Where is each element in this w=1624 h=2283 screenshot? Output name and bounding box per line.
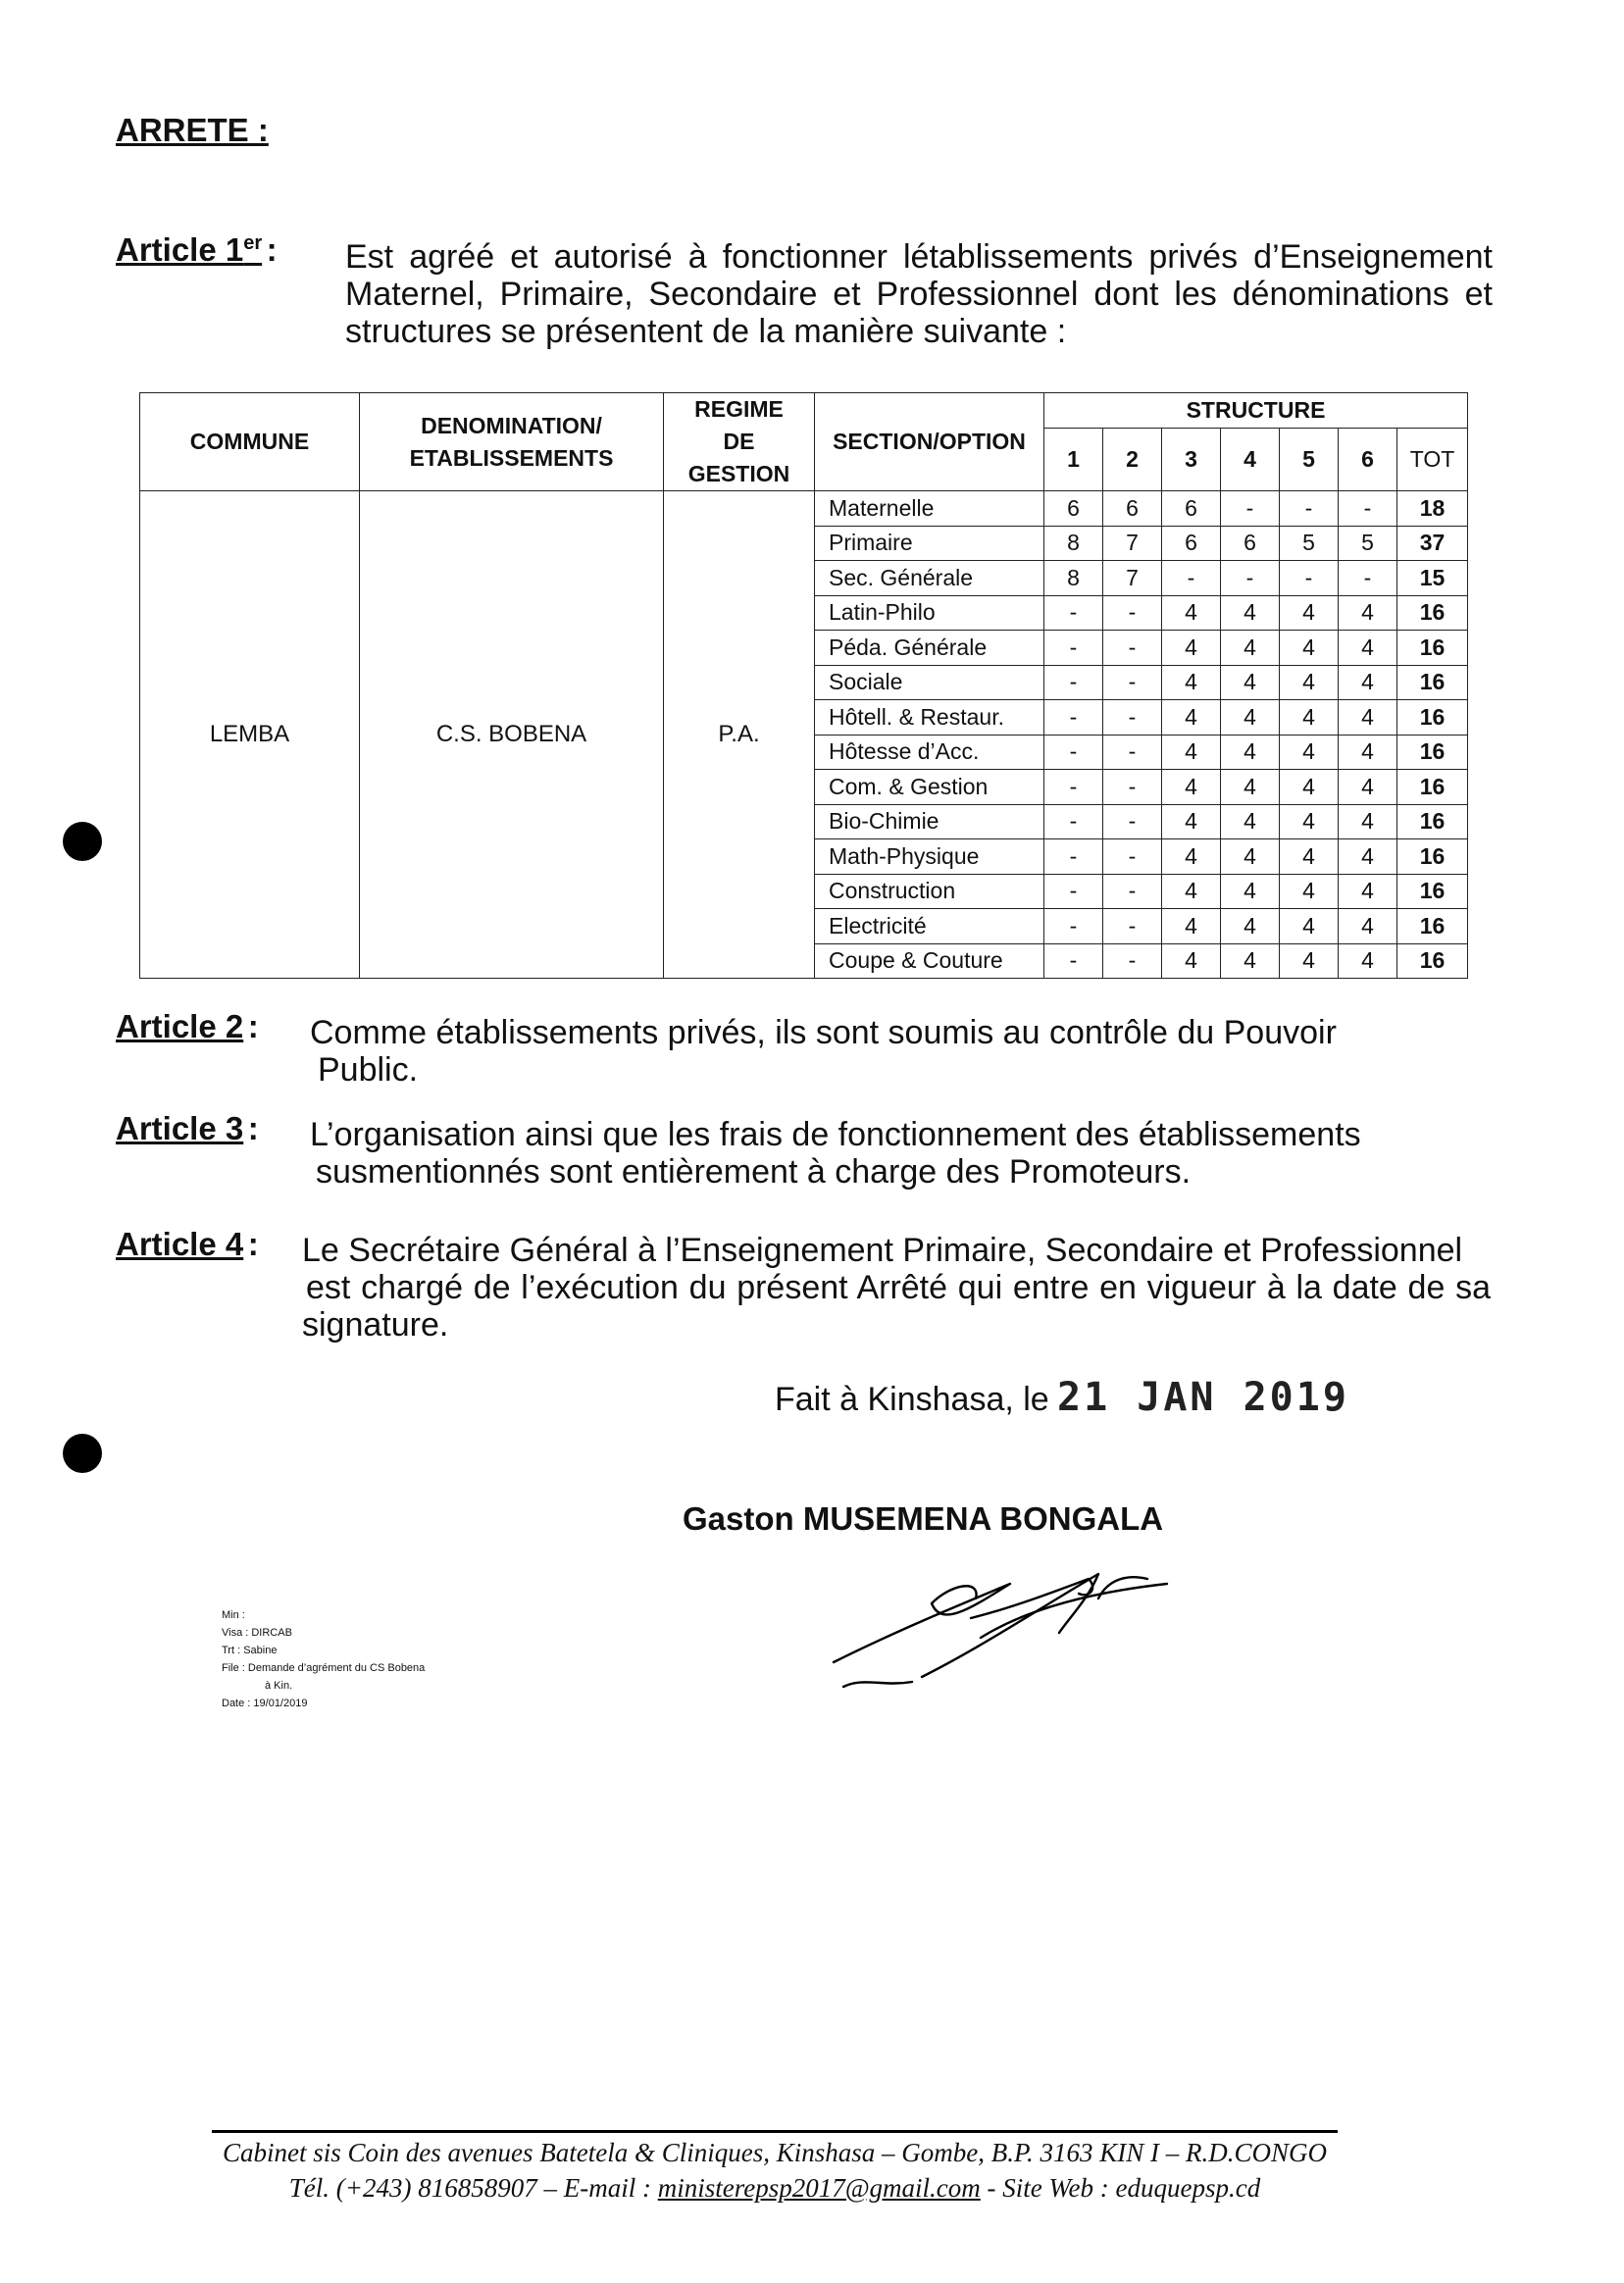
cell-total: 16 bbox=[1397, 631, 1468, 666]
cell-structure-4: 4 bbox=[1221, 804, 1280, 839]
article-4-line: signature. bbox=[302, 1306, 449, 1344]
header-col-tot: TOT bbox=[1397, 429, 1468, 491]
cell-section-option: Sociale bbox=[815, 665, 1044, 700]
cell-structure-2: - bbox=[1103, 874, 1162, 909]
cell-structure-2: - bbox=[1103, 631, 1162, 666]
article-4-label: Article 4 bbox=[116, 1226, 244, 1262]
cell-structure-5: 4 bbox=[1280, 665, 1339, 700]
cell-commune: LEMBA bbox=[140, 491, 360, 979]
cell-structure-2: 7 bbox=[1103, 526, 1162, 561]
cell-structure-4: - bbox=[1221, 491, 1280, 527]
cell-structure-6: 4 bbox=[1339, 839, 1397, 875]
article-4-colon: : bbox=[247, 1226, 259, 1262]
header-commune: COMMUNE bbox=[140, 393, 360, 491]
cell-structure-2: - bbox=[1103, 839, 1162, 875]
cell-section-option: Péda. Générale bbox=[815, 631, 1044, 666]
cell-structure-2: - bbox=[1103, 909, 1162, 944]
cell-structure-4: 4 bbox=[1221, 909, 1280, 944]
cell-structure-5: 4 bbox=[1280, 874, 1339, 909]
cell-structure-5: 4 bbox=[1280, 909, 1339, 944]
cell-regime: P.A. bbox=[664, 491, 815, 979]
cell-section-option: Bio-Chimie bbox=[815, 804, 1044, 839]
article-1-line: Est agréé et autorisé à fonctionner létablissements privés d’Enseignement bbox=[345, 238, 1493, 276]
cell-section-option: Hôtesse d’Acc. bbox=[815, 735, 1044, 770]
cell-structure-5: 4 bbox=[1280, 631, 1339, 666]
cell-section-option: Sec. Générale bbox=[815, 561, 1044, 596]
cell-structure-2: - bbox=[1103, 665, 1162, 700]
cell-total: 37 bbox=[1397, 526, 1468, 561]
cell-total: 16 bbox=[1397, 943, 1468, 979]
header-col-4: 4 bbox=[1221, 429, 1280, 491]
cell-denomination: C.S. BOBENA bbox=[360, 491, 664, 979]
footer-email-link[interactable]: ministerepsp2017@gmail.com bbox=[657, 2173, 981, 2203]
cell-structure-4: - bbox=[1221, 561, 1280, 596]
cell-structure-6: 4 bbox=[1339, 770, 1397, 805]
article-2-label: Article 2 bbox=[116, 1008, 244, 1044]
cell-structure-1: - bbox=[1044, 874, 1103, 909]
cell-structure-6: - bbox=[1339, 561, 1397, 596]
cell-total: 15 bbox=[1397, 561, 1468, 596]
header-section-option: SECTION/OPTION bbox=[815, 393, 1044, 491]
cell-structure-1: - bbox=[1044, 700, 1103, 736]
cell-structure-6: 4 bbox=[1339, 595, 1397, 631]
cell-structure-5: 4 bbox=[1280, 839, 1339, 875]
cell-structure-6: 4 bbox=[1339, 804, 1397, 839]
cell-structure-3: 4 bbox=[1162, 874, 1221, 909]
header-col-1: 1 bbox=[1044, 429, 1103, 491]
article-3-line: susmentionnés sont entièrement à charge des Promoteurs. bbox=[316, 1153, 1192, 1191]
article-2-line: Comme établissements privés, ils sont soumis au contrôle du Pouvoir bbox=[310, 1014, 1337, 1051]
cell-structure-3: 4 bbox=[1162, 595, 1221, 631]
header-col-5: 5 bbox=[1280, 429, 1339, 491]
cell-section-option: Hôtell. & Restaur. bbox=[815, 700, 1044, 736]
cell-section-option: Construction bbox=[815, 874, 1044, 909]
memo-line: Min : bbox=[222, 1609, 245, 1621]
article-3-colon: : bbox=[247, 1110, 259, 1146]
cell-structure-1: - bbox=[1044, 631, 1103, 666]
cell-structure-5: 4 bbox=[1280, 595, 1339, 631]
cell-structure-3: 4 bbox=[1162, 735, 1221, 770]
cell-total: 16 bbox=[1397, 874, 1468, 909]
structure-table bbox=[139, 392, 1468, 979]
cell-total: 16 bbox=[1397, 909, 1468, 944]
article-4-line: Le Secrétaire Général à l’Enseignement Primaire, Secondaire et Professionnel bbox=[302, 1232, 1463, 1269]
cell-structure-3: 4 bbox=[1162, 700, 1221, 736]
cell-structure-1: 8 bbox=[1044, 526, 1103, 561]
cell-structure-5: 4 bbox=[1280, 735, 1339, 770]
cell-total: 16 bbox=[1397, 700, 1468, 736]
cell-section-option: Primaire bbox=[815, 526, 1044, 561]
article-3-text bbox=[310, 1116, 1408, 1191]
footer-rule bbox=[212, 2130, 1338, 2133]
cell-structure-1: - bbox=[1044, 909, 1103, 944]
cell-section-option: Coupe & Couture bbox=[815, 943, 1044, 979]
cell-structure-5: 4 bbox=[1280, 700, 1339, 736]
cell-total: 16 bbox=[1397, 665, 1468, 700]
footer-address: Cabinet sis Coin des avenues Batetela & Cliniques, Kinshasa – Gombe, B.P. 3163 KIN I – R.D.CONGO bbox=[223, 2138, 1327, 2167]
cell-structure-2: 7 bbox=[1103, 561, 1162, 596]
cell-structure-1: - bbox=[1044, 839, 1103, 875]
cell-structure-6: 4 bbox=[1339, 631, 1397, 666]
cell-structure-5: 4 bbox=[1280, 943, 1339, 979]
cell-structure-4: 4 bbox=[1221, 595, 1280, 631]
cell-section-option: Latin-Philo bbox=[815, 595, 1044, 631]
memo-line: à Kin. bbox=[265, 1680, 293, 1692]
punch-hole bbox=[63, 1434, 102, 1473]
header-col-2: 2 bbox=[1103, 429, 1162, 491]
cell-total: 18 bbox=[1397, 491, 1468, 527]
footer-contact: Tél. (+243) 816858907 – E-mail : ministerepsp2017@gmail.com - Site Web : eduquepsp.cd bbox=[288, 2173, 1261, 2203]
cell-structure-1: - bbox=[1044, 665, 1103, 700]
cell-structure-3: 4 bbox=[1162, 665, 1221, 700]
cell-structure-6: 4 bbox=[1339, 735, 1397, 770]
cell-section-option: Electricité bbox=[815, 909, 1044, 944]
cell-structure-5: - bbox=[1280, 491, 1339, 527]
article-3-label: Article 3 bbox=[116, 1110, 244, 1146]
cell-structure-3: 4 bbox=[1162, 770, 1221, 805]
cell-total: 16 bbox=[1397, 735, 1468, 770]
cell-total: 16 bbox=[1397, 595, 1468, 631]
signatory-name: Gaston MUSEMENA BONGALA bbox=[683, 1500, 1164, 1537]
cell-structure-4: 4 bbox=[1221, 943, 1280, 979]
cell-structure-6: 4 bbox=[1339, 874, 1397, 909]
article-4-line: est chargé de l’exécution du présent Arrêté qui entre en vigueur à la date de sa bbox=[306, 1269, 1491, 1306]
article-2-heading bbox=[116, 1008, 259, 1045]
cell-structure-4: 4 bbox=[1221, 735, 1280, 770]
cell-structure-2: - bbox=[1103, 595, 1162, 631]
article-1-colon: : bbox=[266, 231, 278, 268]
cell-structure-3: 6 bbox=[1162, 526, 1221, 561]
cell-structure-4: 4 bbox=[1221, 770, 1280, 805]
article-3-heading bbox=[116, 1110, 259, 1147]
signature-scribble bbox=[804, 1540, 1216, 1706]
memo-line: File : Demande d’agrément du CS Bobena bbox=[222, 1662, 426, 1674]
memo-line: Trt : Sabine bbox=[222, 1645, 278, 1656]
header-regime: REGIME DE GESTION bbox=[664, 393, 815, 491]
cell-structure-2: - bbox=[1103, 804, 1162, 839]
cell-structure-6: - bbox=[1339, 491, 1397, 527]
cell-structure-4: 6 bbox=[1221, 526, 1280, 561]
article-1-label: Article 1er bbox=[116, 231, 263, 268]
cell-structure-1: 6 bbox=[1044, 491, 1103, 527]
article-1-line: Maternel, Primaire, Secondaire et Professionnel dont les dénominations et bbox=[345, 276, 1493, 313]
cell-structure-5: - bbox=[1280, 561, 1339, 596]
cell-structure-1: - bbox=[1044, 943, 1103, 979]
cell-structure-1: - bbox=[1044, 770, 1103, 805]
cell-structure-4: 4 bbox=[1221, 631, 1280, 666]
place-date-label: Fait à Kinshasa, le bbox=[775, 1381, 1049, 1418]
cell-structure-6: 4 bbox=[1339, 909, 1397, 944]
punch-hole bbox=[63, 822, 102, 861]
cell-structure-4: 4 bbox=[1221, 700, 1280, 736]
article-4-heading bbox=[116, 1226, 259, 1263]
page-heading: ARRETE : bbox=[116, 112, 269, 148]
header-denomination: DENOMINATION/ ETABLISSEMENTS bbox=[360, 393, 664, 491]
cell-structure-2: - bbox=[1103, 770, 1162, 805]
memo-line: Date : 19/01/2019 bbox=[222, 1698, 308, 1709]
article-1-heading bbox=[116, 231, 278, 269]
memo-block bbox=[222, 1606, 425, 1712]
cell-total: 16 bbox=[1397, 839, 1468, 875]
memo-line: Visa : DIRCAB bbox=[222, 1627, 292, 1639]
cell-structure-4: 4 bbox=[1221, 874, 1280, 909]
article-2-line: Public. bbox=[318, 1051, 419, 1089]
cell-structure-3: - bbox=[1162, 561, 1221, 596]
article-1-line: structures se présentent de la manière suivante : bbox=[345, 313, 1067, 350]
cell-structure-3: 4 bbox=[1162, 943, 1221, 979]
cell-structure-6: 4 bbox=[1339, 665, 1397, 700]
cell-structure-5: 4 bbox=[1280, 804, 1339, 839]
cell-structure-3: 4 bbox=[1162, 631, 1221, 666]
cell-structure-1: - bbox=[1044, 595, 1103, 631]
cell-structure-6: 4 bbox=[1339, 700, 1397, 736]
article-4-text bbox=[302, 1232, 1491, 1344]
structure-table-body bbox=[140, 491, 1468, 979]
cell-section-option: Math-Physique bbox=[815, 839, 1044, 875]
cell-section-option: Com. & Gestion bbox=[815, 770, 1044, 805]
cell-structure-4: 4 bbox=[1221, 839, 1280, 875]
cell-structure-5: 5 bbox=[1280, 526, 1339, 561]
cell-structure-4: 4 bbox=[1221, 665, 1280, 700]
cell-structure-1: 8 bbox=[1044, 561, 1103, 596]
cell-structure-1: - bbox=[1044, 804, 1103, 839]
cell-total: 16 bbox=[1397, 804, 1468, 839]
header-structure: STRUCTURE bbox=[1044, 393, 1468, 429]
cell-section-option: Maternelle bbox=[815, 491, 1044, 527]
cell-structure-6: 5 bbox=[1339, 526, 1397, 561]
cell-structure-2: - bbox=[1103, 943, 1162, 979]
article-3-line: L’organisation ainsi que les frais de fonctionnement des établissements bbox=[310, 1116, 1361, 1153]
cell-structure-2: - bbox=[1103, 700, 1162, 736]
article-2-colon: : bbox=[247, 1008, 259, 1044]
cell-structure-3: 4 bbox=[1162, 909, 1221, 944]
cell-structure-1: - bbox=[1044, 735, 1103, 770]
cell-structure-5: 4 bbox=[1280, 770, 1339, 805]
date-stamp: 21 JAN 2019 bbox=[1057, 1375, 1349, 1420]
cell-structure-6: 4 bbox=[1339, 943, 1397, 979]
table-row bbox=[140, 491, 1468, 527]
article-1-text bbox=[345, 238, 1493, 350]
cell-structure-2: - bbox=[1103, 735, 1162, 770]
cell-structure-2: 6 bbox=[1103, 491, 1162, 527]
cell-structure-3: 6 bbox=[1162, 491, 1221, 527]
cell-structure-3: 4 bbox=[1162, 804, 1221, 839]
header-col-6: 6 bbox=[1339, 429, 1397, 491]
header-col-3: 3 bbox=[1162, 429, 1221, 491]
cell-structure-3: 4 bbox=[1162, 839, 1221, 875]
article-2-text bbox=[310, 1014, 1389, 1089]
cell-total: 16 bbox=[1397, 770, 1468, 805]
